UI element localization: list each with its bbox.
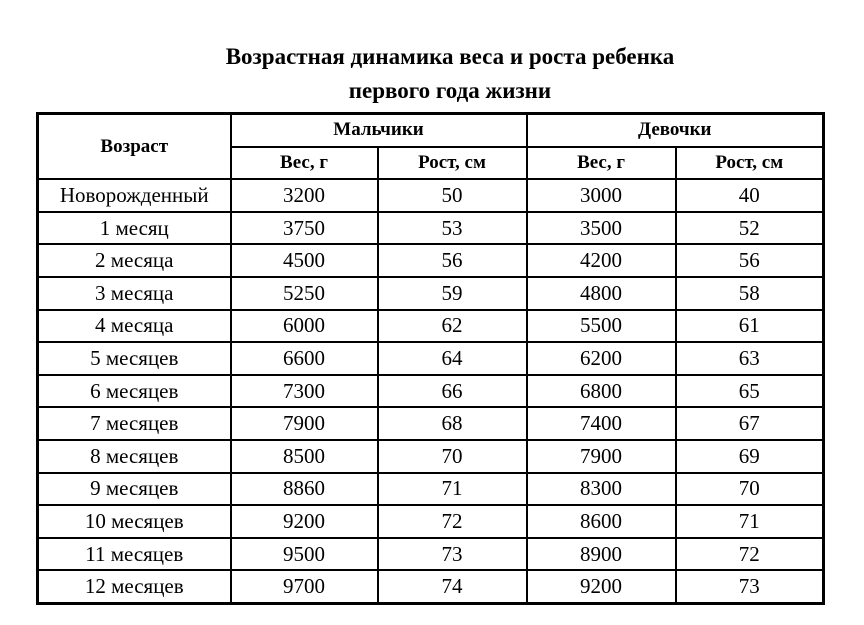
table-row xyxy=(38,473,824,506)
growth-table xyxy=(36,112,825,605)
girls-weight-header: Вес, г xyxy=(527,147,676,180)
girls-weight-cell: 6200 xyxy=(527,342,676,375)
table-row xyxy=(38,375,824,408)
boys-height-cell: 71 xyxy=(378,473,527,506)
girls-height-header: Рост, см xyxy=(676,147,824,180)
table-row xyxy=(38,310,824,343)
boys-height-cell: 53 xyxy=(378,212,527,245)
page-title: Возрастная динамика веса и роста ребенка xyxy=(225,44,675,69)
girls-weight-cell: 7900 xyxy=(527,440,676,473)
age-cell: 7 месяцев xyxy=(38,407,231,440)
age-cell: 10 месяцев xyxy=(38,505,231,538)
table-row xyxy=(38,538,824,571)
girls-weight-cell: 8600 xyxy=(527,505,676,538)
boys-weight-cell: 5250 xyxy=(231,277,378,310)
table-body xyxy=(38,179,824,603)
table-header-row xyxy=(38,114,824,147)
girls-weight-cell: 4800 xyxy=(527,277,676,310)
age-cell: 9 месяцев xyxy=(38,473,231,506)
boys-height-cell: 70 xyxy=(378,440,527,473)
girls-height-cell: 63 xyxy=(676,342,824,375)
boys-weight-cell: 6000 xyxy=(231,310,378,343)
girls-height-cell: 70 xyxy=(676,473,824,506)
boys-weight-cell: 6600 xyxy=(231,342,378,375)
girls-height-cell: 67 xyxy=(676,407,824,440)
boys-height-cell: 74 xyxy=(378,570,527,603)
boys-height-cell: 68 xyxy=(378,407,527,440)
boys-height-cell: 50 xyxy=(378,179,527,212)
table-row xyxy=(38,505,824,538)
girls-height-cell: 40 xyxy=(676,179,824,212)
girls-weight-cell: 9200 xyxy=(527,570,676,603)
boys-weight-cell: 3750 xyxy=(231,212,378,245)
boys-weight-cell: 9200 xyxy=(231,505,378,538)
table-row xyxy=(38,570,824,603)
girls-height-cell: 65 xyxy=(676,375,824,408)
girls-weight-cell: 4200 xyxy=(527,244,676,277)
age-cell: 2 месяца xyxy=(38,244,231,277)
boys-weight-cell: 7900 xyxy=(231,407,378,440)
girls-height-cell: 71 xyxy=(676,505,824,538)
table-row xyxy=(38,407,824,440)
girls-height-cell: 69 xyxy=(676,440,824,473)
age-cell: 4 месяца xyxy=(38,310,231,343)
girls-weight-cell: 7400 xyxy=(527,407,676,440)
boys-weight-cell: 7300 xyxy=(231,375,378,408)
girls-height-cell: 58 xyxy=(676,277,824,310)
girls-weight-cell: 3500 xyxy=(527,212,676,245)
table-row xyxy=(38,440,824,473)
age-cell: 1 месяц xyxy=(38,212,231,245)
boys-height-cell: 56 xyxy=(378,244,527,277)
boys-height-cell: 62 xyxy=(378,310,527,343)
age-cell: 3 месяца xyxy=(38,277,231,310)
girls-height-cell: 61 xyxy=(676,310,824,343)
boys-height-header: Рост, см xyxy=(378,147,527,180)
boys-height-cell: 72 xyxy=(378,505,527,538)
age-cell: 5 месяцев xyxy=(38,342,231,375)
page-subtitle: первого года жизни xyxy=(348,78,552,103)
boys-height-cell: 73 xyxy=(378,538,527,571)
boys-group-header: Мальчики xyxy=(231,114,527,147)
table-row xyxy=(38,179,824,212)
boys-weight-cell: 9500 xyxy=(231,538,378,571)
boys-height-cell: 66 xyxy=(378,375,527,408)
boys-weight-cell: 3200 xyxy=(231,179,378,212)
girls-weight-cell: 8300 xyxy=(527,473,676,506)
girls-weight-cell: 5500 xyxy=(527,310,676,343)
age-cell: Новорожденный xyxy=(38,179,231,212)
age-cell: 8 месяцев xyxy=(38,440,231,473)
girls-weight-cell: 6800 xyxy=(527,375,676,408)
girls-weight-cell: 3000 xyxy=(527,179,676,212)
age-cell: 11 месяцев xyxy=(38,538,231,571)
boys-weight-cell: 8860 xyxy=(231,473,378,506)
girls-height-cell: 73 xyxy=(676,570,824,603)
girls-group-header: Девочки xyxy=(527,114,824,147)
girls-height-cell: 52 xyxy=(676,212,824,245)
girls-height-cell: 72 xyxy=(676,538,824,571)
table-row xyxy=(38,212,824,245)
table-row xyxy=(38,277,824,310)
boys-weight-cell: 9700 xyxy=(231,570,378,603)
girls-weight-cell: 8900 xyxy=(527,538,676,571)
boys-weight-header: Вес, г xyxy=(231,147,378,180)
boys-height-cell: 59 xyxy=(378,277,527,310)
boys-weight-cell: 8500 xyxy=(231,440,378,473)
age-column-header: Возраст xyxy=(38,114,231,180)
table-row xyxy=(38,244,824,277)
boys-weight-cell: 4500 xyxy=(231,244,378,277)
boys-height-cell: 64 xyxy=(378,342,527,375)
age-cell: 6 месяцев xyxy=(38,375,231,408)
table-row xyxy=(38,342,824,375)
age-cell: 12 месяцев xyxy=(38,570,231,603)
girls-height-cell: 56 xyxy=(676,244,824,277)
